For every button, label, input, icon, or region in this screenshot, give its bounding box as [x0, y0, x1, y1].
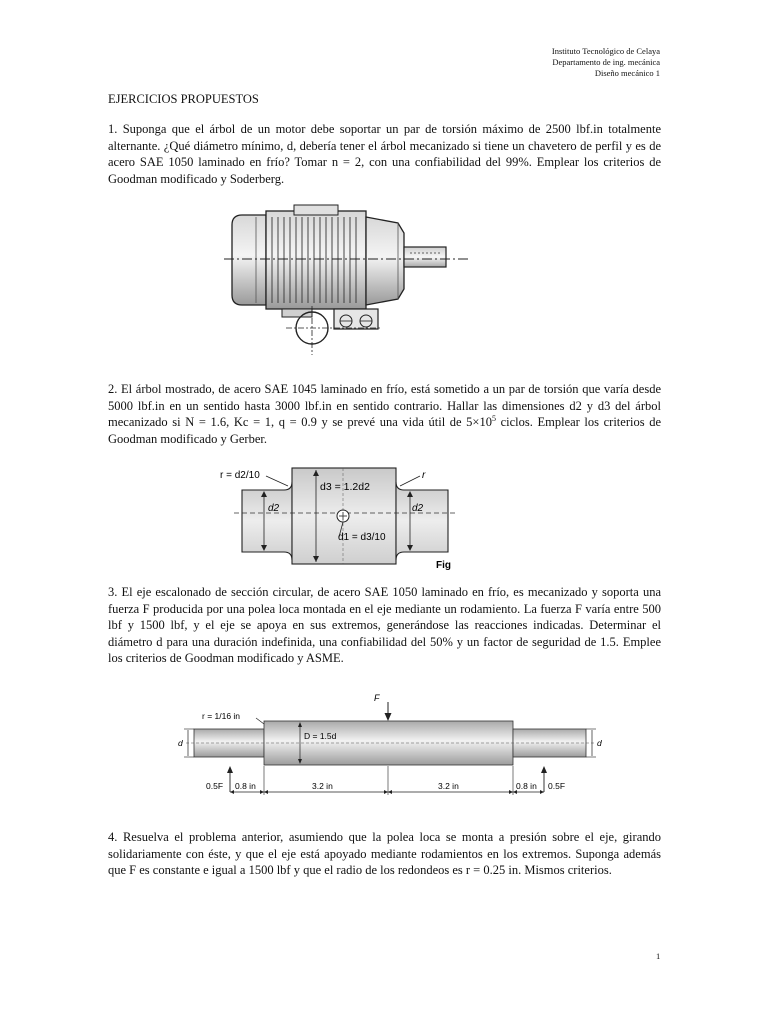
dim-label-4: 0.8 in — [516, 781, 537, 791]
dim-label-2: 3.2 in — [312, 781, 333, 791]
problem-1-text: 1. Suponga que el árbol de un motor debe soportar un par de torsión máximo de 2500 lbf.in totalmente alternante. ¿Qué diámetro mínimo, d, debería tener el árbol mecanizado si tiene un chavetero de perfil y es de acero SAE 1050 laminado en frío? Tomar n = 2, con una confiabilidad del 99%. Emplear los criterios de Goodman modificado y Soderberg. — [108, 122, 661, 186]
stepped-shaft-figure — [212, 464, 466, 572]
dim-label-1: 0.8 in — [235, 781, 256, 791]
figure-caption-fragment: Fig — [436, 560, 451, 571]
shaft-with-force-figure — [172, 688, 608, 798]
problem-4-text: 4. Resuelva el problema anterior, asumiendo que la polea loca se monta a presión sobre el eje, girando solidariamente con éste, y que el eje está apoyado mediante rodamientos en los extremos. Suponga además que F es constante e igual a 1500 lbf y que el radio de los redondeos es r = 0.25 in. Mismos criterios. — [108, 830, 661, 877]
label-reaction-right: 0.5F — [548, 781, 566, 791]
motor-figure — [222, 203, 472, 363]
page-number: 1 — [656, 951, 661, 961]
header-department: Departamento de ing. mecánica — [552, 57, 660, 67]
label-d-right: d — [597, 738, 602, 748]
document-title: EJERCICIOS PROPUESTOS — [108, 92, 259, 106]
label-r-right: r — [422, 470, 426, 481]
problem-2-text — [108, 381, 661, 447]
label-reaction-left: 0.5F — [206, 781, 224, 791]
label-d2-right: d2 — [412, 503, 424, 514]
label-d2-left: d2 — [268, 503, 280, 514]
problem-2-exponent: 5 — [491, 413, 496, 423]
label-fillet: r = 1/16 in — [202, 711, 241, 721]
problem-2-body: 2. El árbol mostrado, de acero SAE 1045 laminado en frío, está sometido a un par de torsión que varía desde 5000 lbf.in en un sentido hasta 3000 lbf.in en sentido contrario. Hallar las dimensiones d2 y d3 del árbol mecanizado si N = 1.6, Kc = 1, q = 0.9 y se prevé una vida útil de 5×10 — [108, 382, 661, 429]
dim-label-3: 3.2 in — [438, 781, 459, 791]
label-d1: d1 = d3/10 — [338, 532, 386, 543]
label-d-left: d — [178, 738, 183, 748]
page-header — [552, 46, 660, 79]
problem-3-text: 3. El eje escalonado de sección circular, de acero SAE 1050 laminado en frío, es mecanizado y soporta una fuerza F producida por una polea loca montada en el eje mediante un rodamiento. La fuerza F varía entre 500 lbf y 1500 lbf, y el eje se apoya en sus extremos, generándose las reacciones indicadas. Determinar el diámetro d para una duración indefinida, una confiabilidad del 50% y un factor de seguridad de 1.5. Emplee los criterios de Goodman modificado y ASME. — [108, 585, 661, 665]
label-d3: d3 = 1.2d2 — [320, 481, 370, 493]
header-institution: Instituto Tecnológico de Celaya — [551, 46, 660, 56]
label-r-left: r = d2/10 — [220, 470, 260, 481]
label-force: F — [374, 693, 380, 703]
header-course: Diseño mecánico 1 — [594, 68, 660, 78]
problem-2-tail: ciclos. Emplear los criterios de Goodman modificado y Gerber. — [108, 415, 661, 446]
label-big-d: D = 1.5d — [304, 731, 337, 741]
